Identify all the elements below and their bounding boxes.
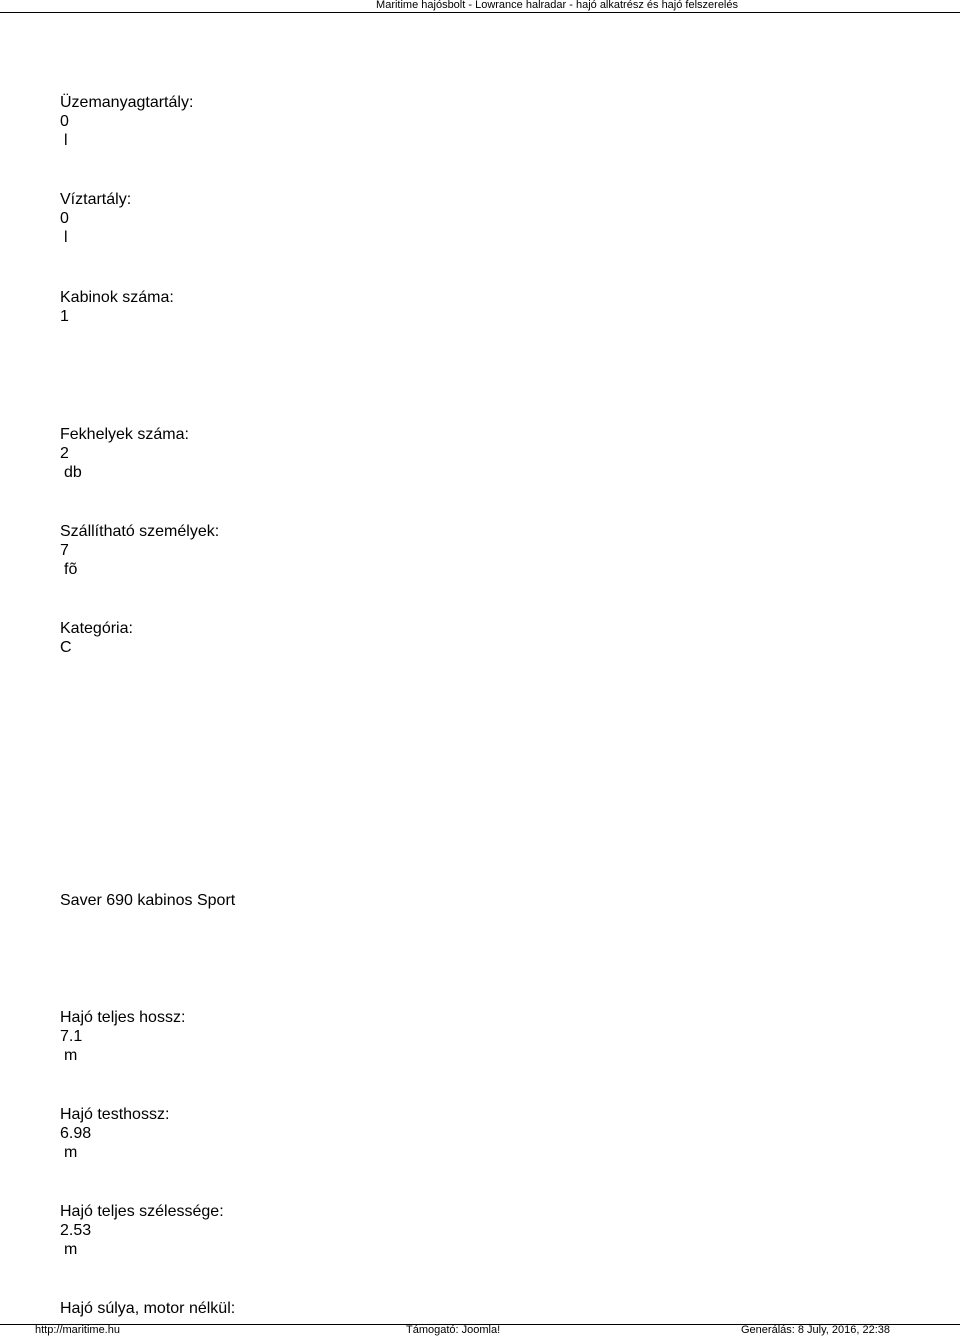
page-header [0,0,960,14]
spec-passengers [60,522,219,579]
spec-label: Üzemanyagtartály: [60,94,194,111]
footer-generated: Generálás: 8 July, 2016, 22:38 [741,1324,891,1336]
footer-url: http://maritime.hu [35,1324,120,1336]
spec-value: 6.98 [60,1125,92,1142]
product-title: Saver 690 kabinos Sport [60,892,236,909]
spec-label: Hajó testhossz: [60,1106,170,1123]
spec-value: C [60,639,72,656]
spec-overall-length [60,1008,185,1065]
spec-unit: fõ [64,561,78,578]
spec-label: Kabinok száma: [60,289,174,306]
spec-label: Fekhelyek száma: [60,426,189,443]
header-title: Maritime hajósbolt - Lowrance halradar - hajó alkatrész és hajó felszerelés [376,0,738,11]
spec-label: Szállítható személyek: [60,523,220,540]
header-divider [0,12,960,13]
spec-label: Víztartály: [60,191,132,208]
spec-label: Kategória: [60,620,133,637]
spec-fuel-tank [60,93,193,150]
page-footer [0,1324,960,1338]
spec-unit: l [64,229,68,246]
spec-cabins [60,288,174,326]
spec-unit: m [64,1144,78,1161]
spec-value: 0 [60,210,69,227]
spec-hull-length [60,1105,169,1162]
spec-value: 1 [60,308,69,325]
spec-value: 2.53 [60,1222,92,1239]
spec-dry-weight [60,1299,235,1318]
spec-label: Hajó súlya, motor nélkül: [60,1300,236,1317]
footer-sponsor: Támogató: Joomla! [406,1324,501,1336]
spec-water-tank [60,190,131,247]
spec-label: Hajó teljes hossz: [60,1009,186,1026]
spec-unit: m [64,1241,78,1258]
spec-label: Hajó teljes szélessége: [60,1203,224,1220]
spec-beam [60,1202,224,1259]
spec-unit: m [64,1047,78,1064]
spec-unit: db [64,464,82,481]
spec-value: 7 [60,542,69,559]
spec-value: 2 [60,445,69,462]
spec-category [60,619,133,657]
spec-value: 0 [60,113,69,130]
spec-unit: l [64,132,68,149]
spec-berths [60,425,189,482]
spec-value: 7.1 [60,1028,83,1045]
